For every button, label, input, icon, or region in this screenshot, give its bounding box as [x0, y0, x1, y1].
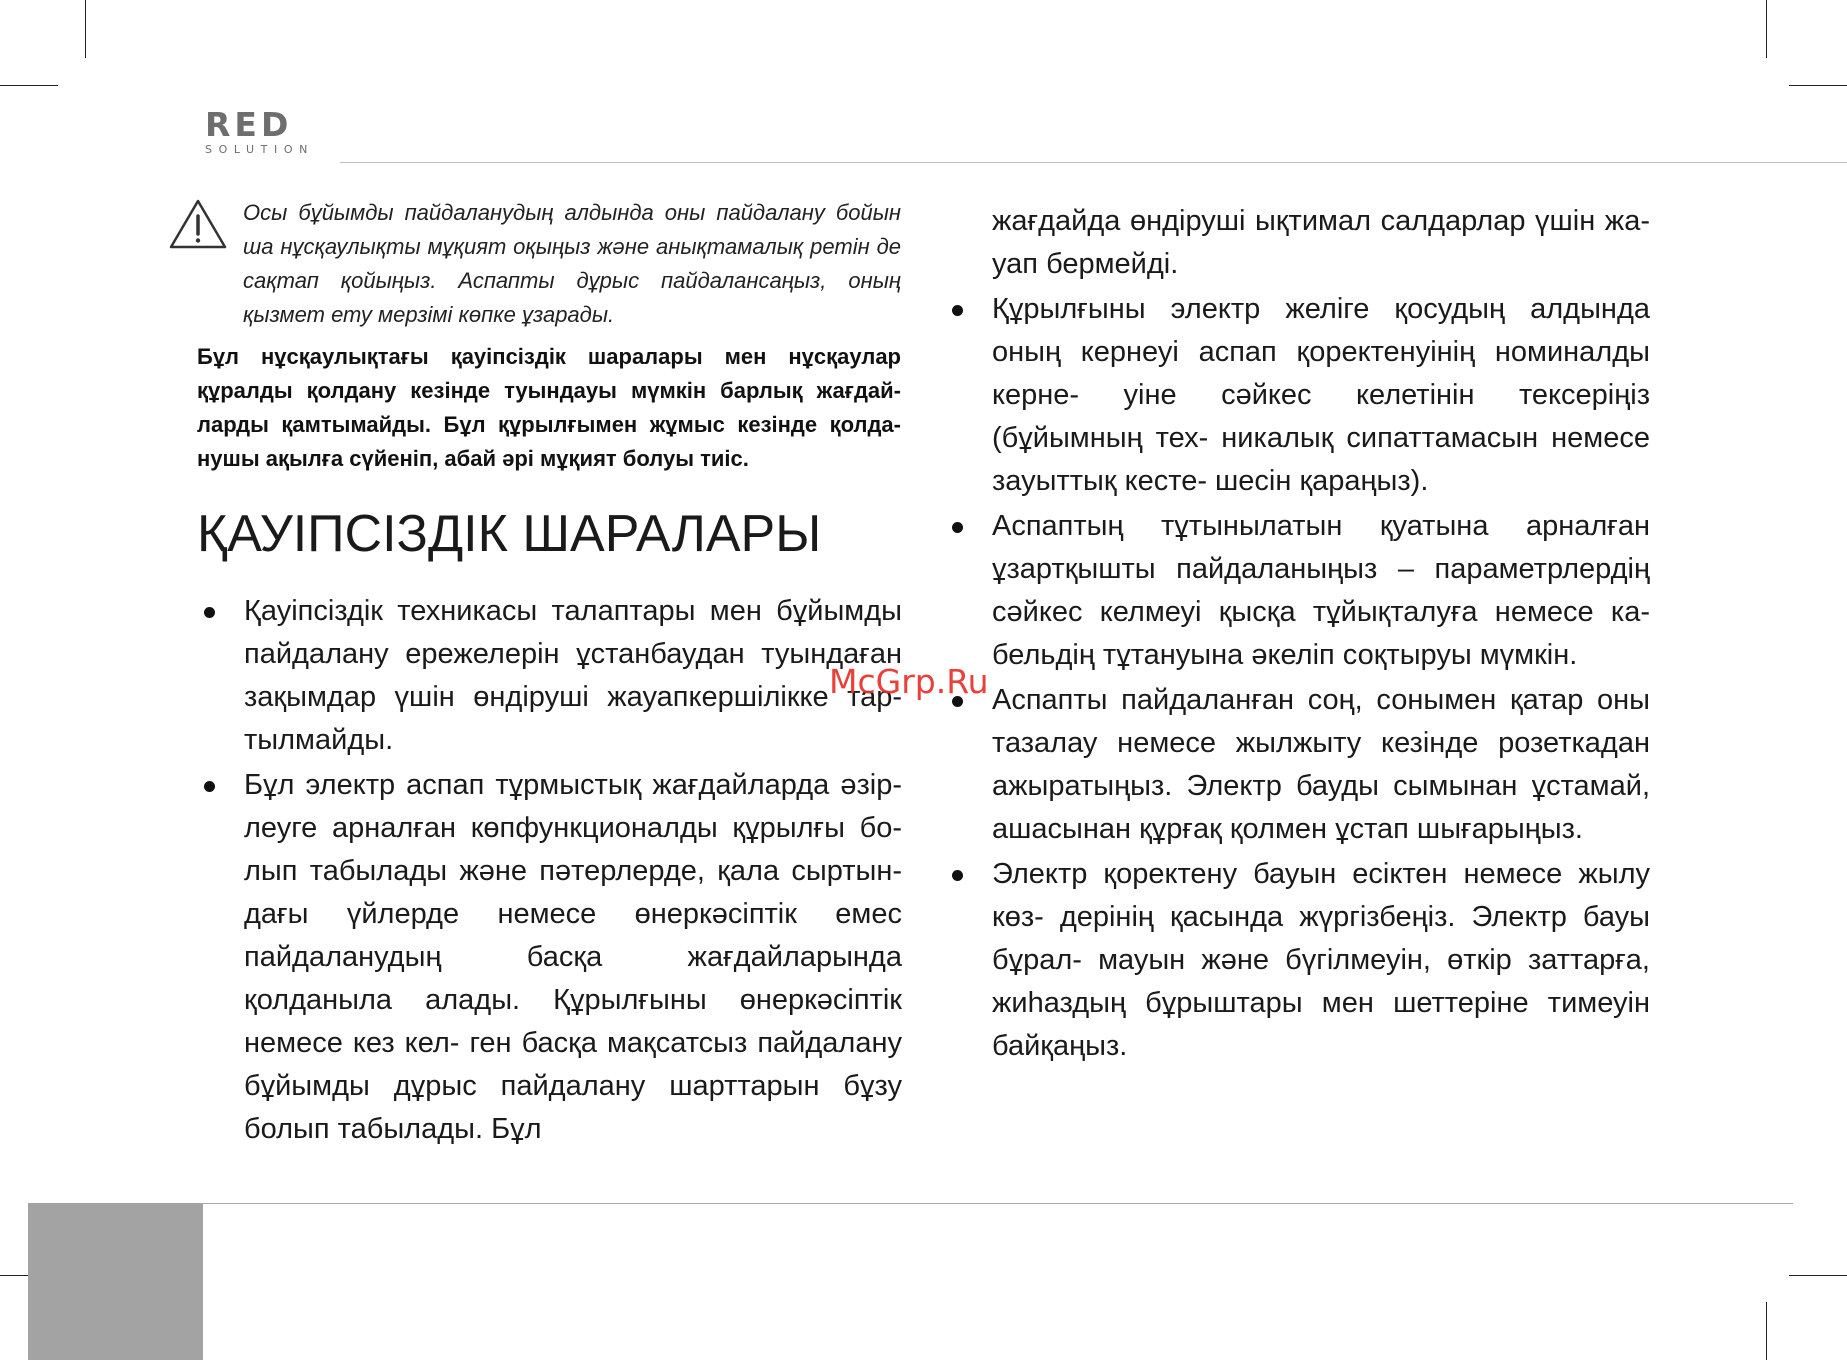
crop-mark	[1766, 1302, 1767, 1360]
crop-mark	[1789, 85, 1847, 86]
page-number-tab	[28, 1203, 203, 1360]
continued-text: жағдайда өндіруші ықтимал салдарлар үшін жа- уап бермейді.	[992, 205, 1650, 280]
list-item-text: Бұл электр аспап тұрмыстық жағдайларда әзір- леуге арналған көпфункционалды құрылғы бо- лып табылады және пәтерлерде, қала сыртын- дағы үйлерде немесе өнеркәсіптік емес пайдаланудың басқа жағдайларында қолданыла алады. Құрылғыны өнеркәсіптік немесе кез кел- ген басқа мақсатсыз пайдалану бұйымды дұрыс пайдалану шарттарын бұзу болып табылады. Бұл	[244, 769, 902, 1145]
list-item	[197, 590, 902, 762]
list-item	[945, 288, 1650, 503]
bullet-icon	[204, 607, 215, 618]
list-item-text: Электр қоректену бауын есіктен немесе жылу көз- дерінің қасында жүргізбеңіз. Электр бауы бұрал- мауын және бүгілмеуін, өткір заттарға, жиһаздың бұрыштары мен шеттеріне тимеуін байқаңыз.	[992, 858, 1650, 1062]
crop-mark	[1789, 1275, 1847, 1276]
footer-rule	[203, 1203, 1793, 1204]
crop-mark	[0, 85, 58, 86]
list-item-text: Аспапты пайдаланған соң, сонымен қатар оны тазалау немесе жылжыту кезінде розеткадан ажыратыңыз. Электр бауды сымынан ұстамай, ашасынан құрғақ қолмен ұстап шығарыңыз.	[992, 684, 1650, 845]
right-column	[945, 200, 1650, 1070]
bullet-icon	[952, 522, 963, 533]
notice-italic: Осы бұйымды пайдаланудың алдында оны пайдалану бойын ша нұсқаулықты мұқият оқыңыз және анықтамалық ретін де сақтап қойыңыз. Аспапты дұрыс пайдалансаңыз, оның қызмет ету мерзімі көпке ұзарады.	[243, 200, 901, 327]
bullet-icon	[952, 870, 963, 881]
list-item	[945, 505, 1650, 677]
crop-mark	[1766, 0, 1767, 58]
bullet-icon	[204, 781, 215, 792]
list-item-text: Аспаптың тұтынылатын қуатына арналған ұзартқышты пайдаланыңыз – параметрлердің сәйкес келмеуі қысқа тұйықталуға немесе ка- бельдің тұтануына әкеліп соқтыруы мүмкін.	[992, 510, 1650, 671]
brand-logo	[205, 105, 314, 156]
warning-triangle-icon	[168, 198, 228, 250]
notice-bold: Бұл нұсқаулықтағы қауіпсіздік шаралары мен нұсқаулар құралды қолдану кезінде туындауы мүмкін барлық жағдай- ларды қамтымайды. Бұл құрылғымен жұмыс кезінде қолда- нушы ақылға сүйеніп, абай әрі мұқият болуы тиіс.	[197, 344, 901, 471]
logo-brand: RED	[205, 105, 293, 144]
section-heading: ҚАУІПСІЗДІК ШАРАЛАРЫ	[197, 505, 822, 563]
list-item-text: Құрылғыны электр желіге қосудың алдында оның кернеуі аспап қоректенуінің номиналды керне- уіне сәйкес келетінін тексеріңіз (бұйымның тех- никалық сипаттамасын немесе зауыттық кесте- шесін қараңыз).	[992, 293, 1650, 497]
list-item	[945, 853, 1650, 1068]
list-item-text: Қауіпсіздік техникасы талаптары мен бұйымды пайдалану ережелерін ұстанбаудан туындаған зақымдар үшін өндіруші жауапкершілікке тар- тылмайды.	[244, 595, 902, 756]
list-item	[945, 679, 1650, 851]
list-item	[197, 764, 902, 1151]
watermark: McGrp.Ru	[829, 662, 989, 701]
bullet-icon	[952, 305, 963, 316]
logo-sub: SOLUTION	[205, 143, 314, 156]
crop-mark	[85, 0, 86, 58]
header-rule	[340, 162, 1847, 163]
left-column	[197, 590, 902, 1153]
